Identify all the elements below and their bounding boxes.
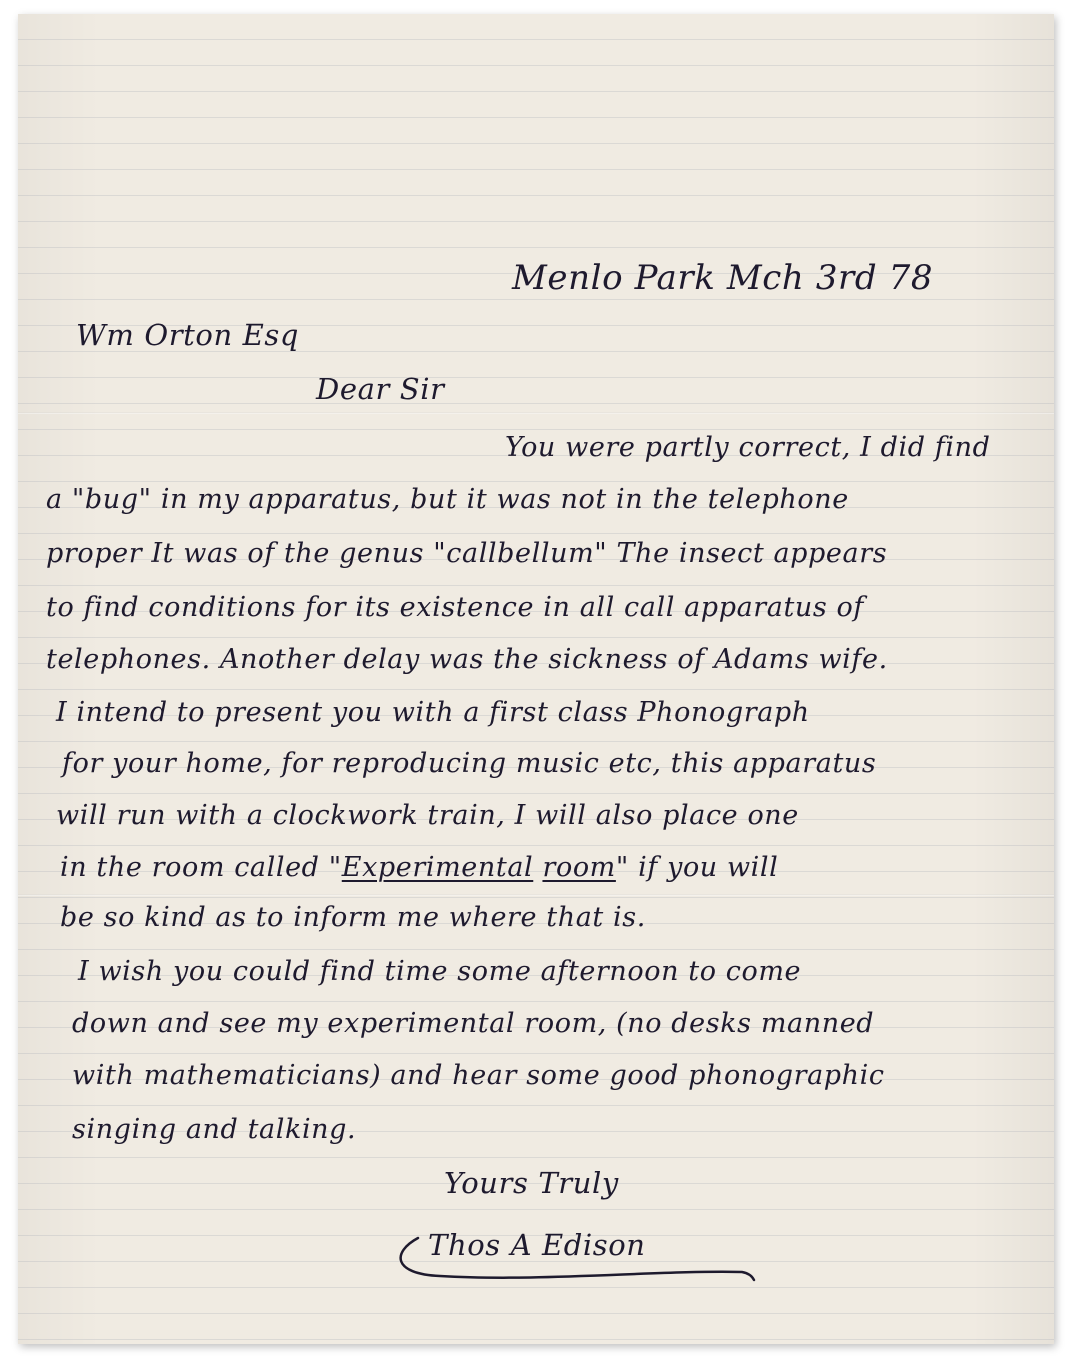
body-line-4: to find conditions for its existence in all call apparatus of [46,592,865,623]
underlined-room: room [542,852,616,883]
body-line-2: a "bug" in my apparatus, but it was not in the telephone [46,484,849,515]
body-line-3: proper It was of the genus "callbellum" The insect appears [46,538,888,569]
closing: Yours Truly [444,1166,619,1200]
body-line-1: You were partly correct, I did find [505,432,991,463]
addressee: Wm Orton Esq [76,318,299,352]
salutation: Dear Sir [316,372,445,406]
signature: Thos A Edison [428,1228,646,1262]
body-line-8: will run with a clockwork train, I will also place one [56,800,799,831]
body-line-9-start: in the room called " [60,852,342,883]
body-line-12: down and see my experimental room, (no desks manned [72,1008,875,1039]
body-line-6: I intend to present you with a first class Phonograph [56,697,810,728]
body-line-5: telephones. Another delay was the sickness of Adams wife. [46,644,888,675]
date-line: Menlo Park Mch 3rd 78 [512,258,934,298]
body-line-13: with mathematicians) and hear some good phonographic [72,1060,885,1091]
body-line-11: I wish you could find time some afternoon to come [78,956,802,987]
body-line-9-end: " if you will [615,852,779,883]
underlined-experimental: Experimental [341,852,534,883]
body-line-14: singing and talking. [72,1114,357,1145]
body-line-10: be so kind as to inform me where that is. [60,902,646,933]
body-line-7: for your home, for reproducing music etc, this apparatus [62,748,877,779]
